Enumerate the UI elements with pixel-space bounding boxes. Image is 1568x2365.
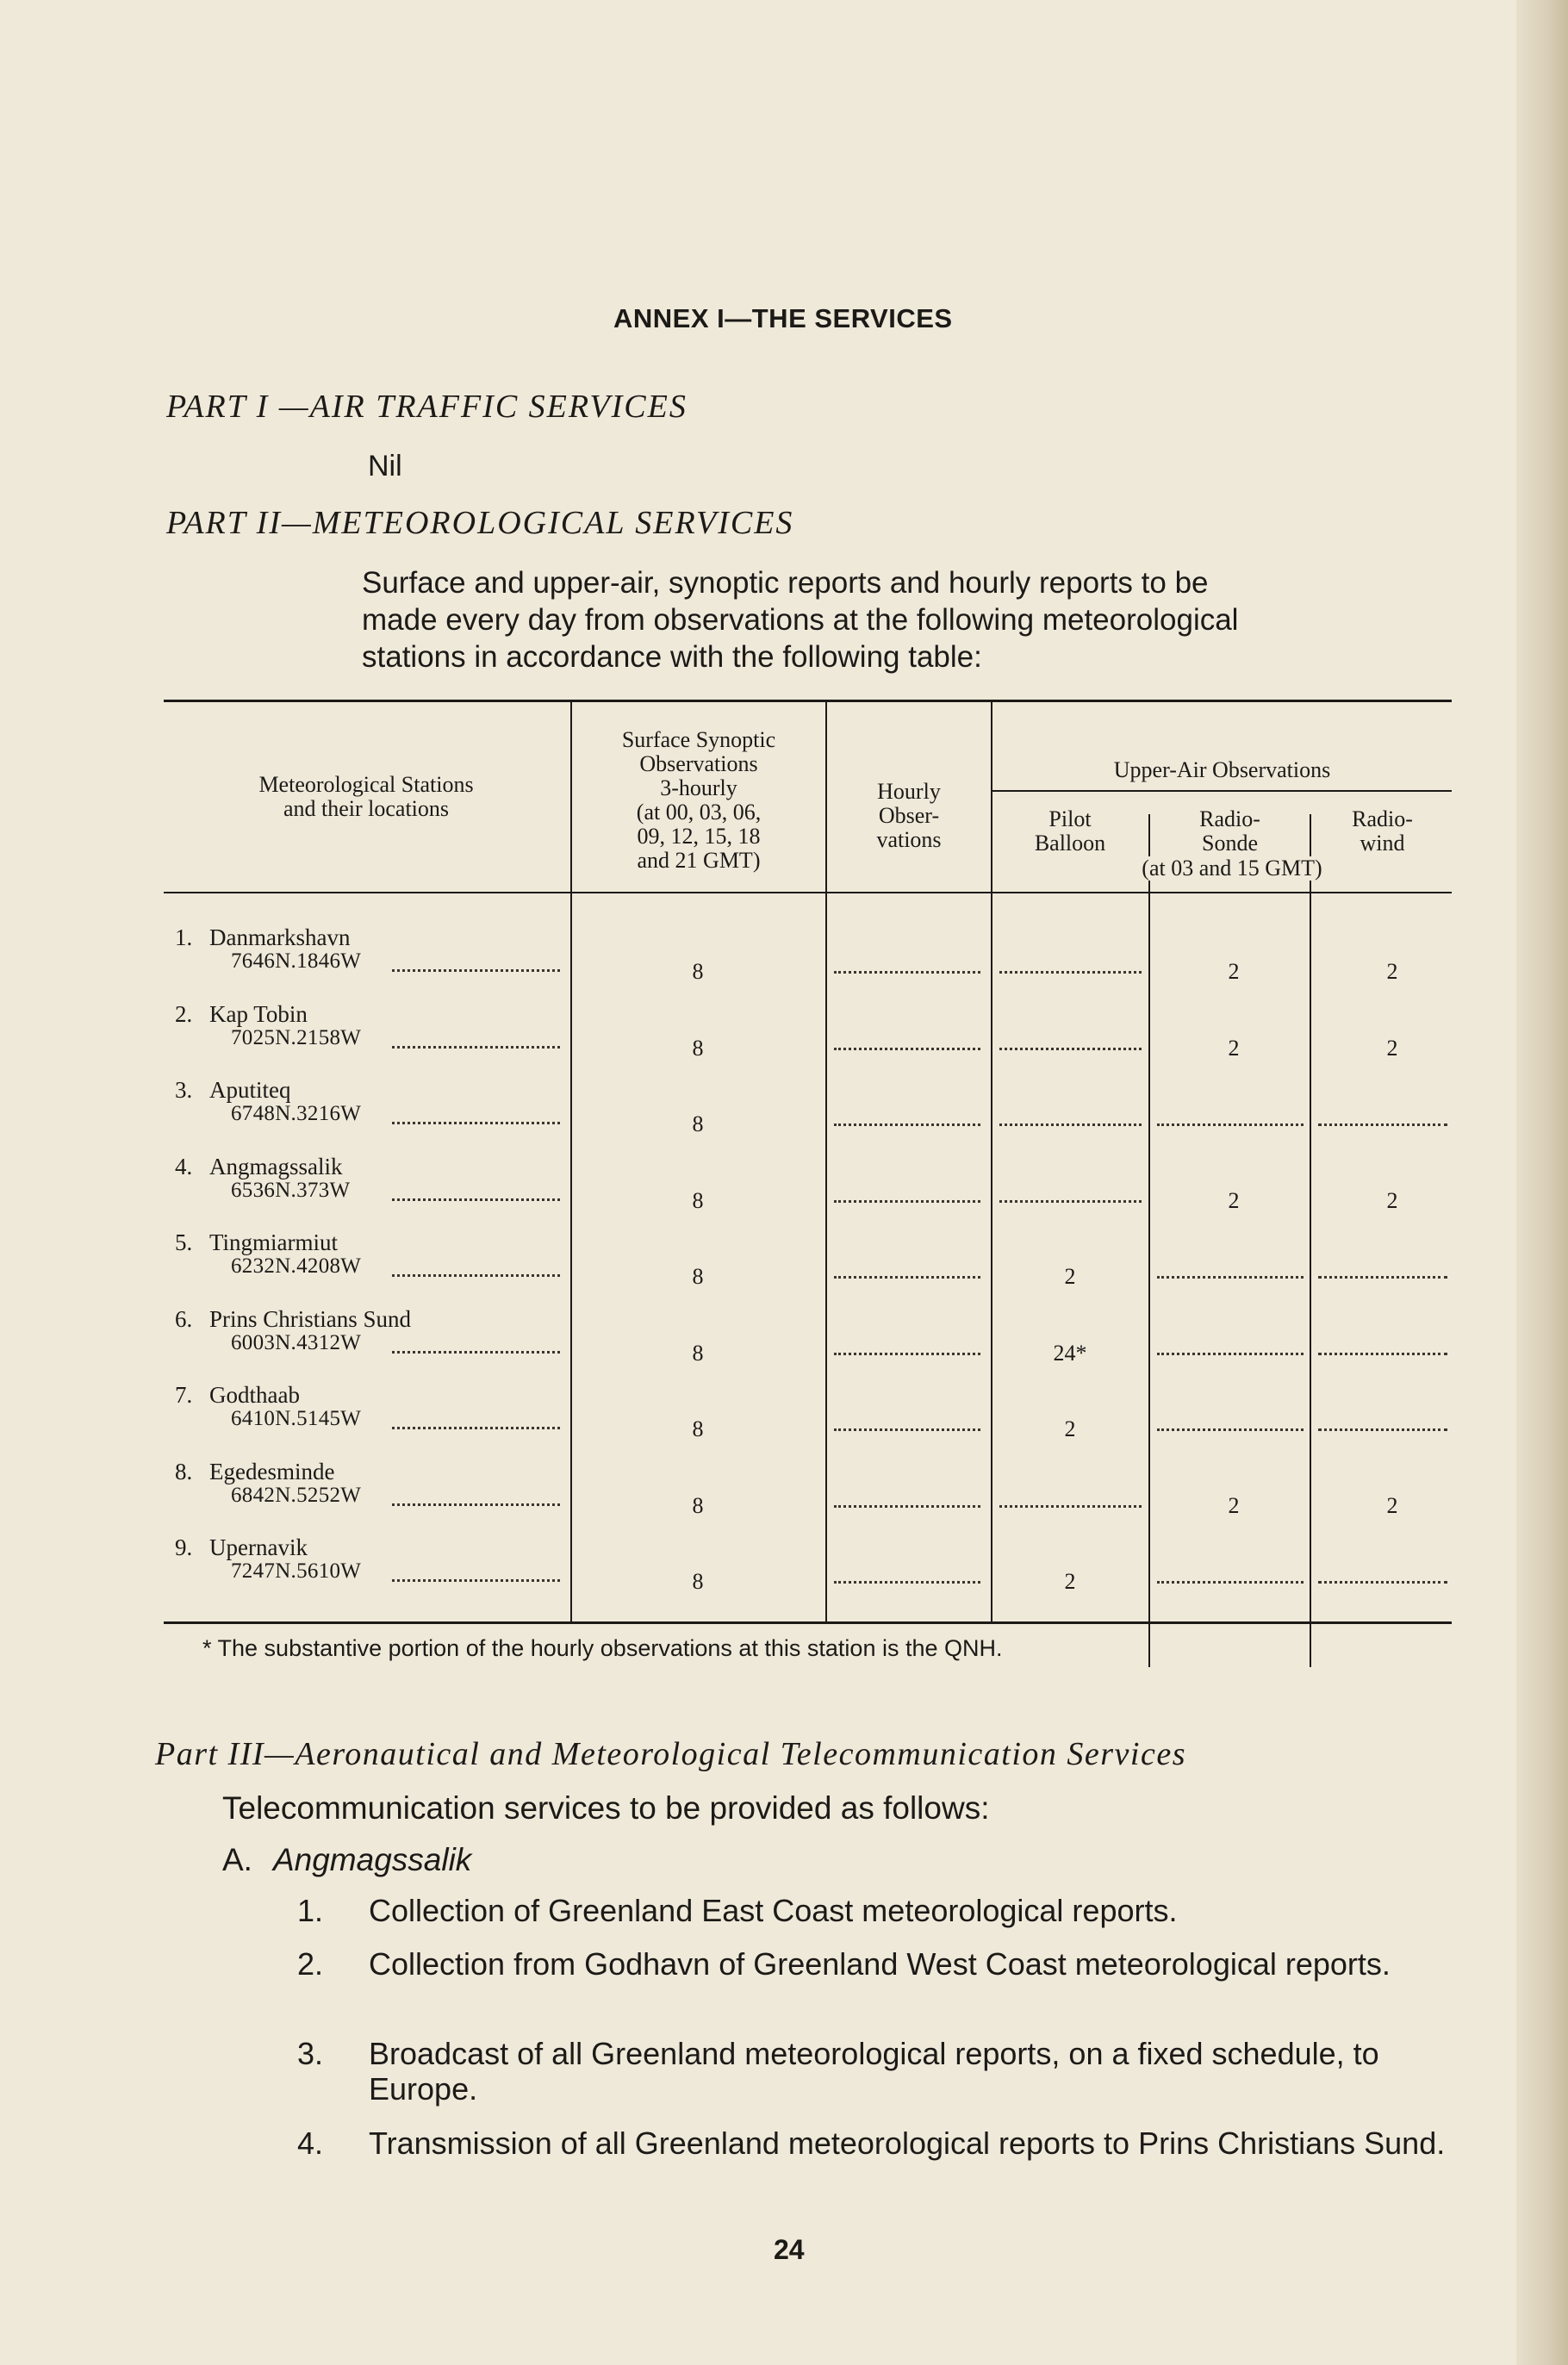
item-text: Collection from Godhavn of Greenland West Coast meteorological reports. [369, 1946, 1391, 1982]
radio-wind-value: 2 [1386, 1188, 1398, 1213]
synoptic-value: 8 [692, 1569, 704, 1594]
pilot-balloon-value: 2 [1064, 1264, 1076, 1289]
col-rule [1310, 814, 1311, 1667]
station-name: Angmagssalik [209, 1154, 343, 1179]
leader-dots [834, 971, 980, 974]
leader-dots [392, 1122, 560, 1124]
leader-dots [1157, 1428, 1304, 1431]
station-location: 6232N.4208W [231, 1254, 362, 1278]
leader-dots [1318, 1581, 1447, 1584]
leader-dots [834, 1048, 980, 1050]
pilot-balloon-value: 2 [1064, 1569, 1076, 1594]
station-location: 7646N.1846W [231, 949, 362, 973]
radio-sonde-value: 2 [1228, 1036, 1240, 1061]
leader-dots [1157, 1276, 1304, 1279]
leader-dots [834, 1428, 980, 1431]
part2-intro [362, 564, 1447, 675]
leader-dots [1318, 1123, 1447, 1126]
leader-dots [999, 1200, 1142, 1203]
station-location: 7247N.5610W [231, 1559, 362, 1583]
leader-dots [834, 1353, 980, 1355]
item-text: Broadcast of all Greenland meteorological reports, on a fixed schedule, to Europe. [369, 2036, 1379, 2107]
item-number: 4. [297, 2125, 324, 2161]
section-name: Angmagssalik [272, 1842, 472, 1877]
header-pilot-balloon: Pilot Balloon [1034, 806, 1106, 856]
row-number: 5. [175, 1229, 193, 1255]
station-location: 6842N.5252W [231, 1484, 362, 1507]
station-location: 6003N.4312W [231, 1331, 362, 1354]
leader-dots [1318, 1276, 1447, 1279]
leader-dots [834, 1581, 980, 1584]
part2-heading: PART II—METEOROLOGICAL SERVICES [166, 505, 794, 541]
page-number: 24 [774, 2234, 805, 2265]
radio-wind-value: 2 [1386, 1036, 1398, 1061]
intro-line: made every day from observations at the following meteorological [362, 603, 1239, 637]
section-label: A. [222, 1842, 252, 1877]
item-text: Transmission of all Greenland meteorological reports to Prins Christians Sund. [369, 2125, 1446, 2161]
row-number: 6. [175, 1306, 193, 1332]
header-bottom-rule [164, 892, 1452, 893]
station-name: Danmarkshavn [209, 924, 351, 950]
row-number: 4. [175, 1154, 193, 1179]
part1-heading: PART I —AIR TRAFFIC SERVICES [166, 389, 688, 425]
pilot-balloon-value: 24* [1053, 1341, 1087, 1366]
intro-line: Surface and upper-air, synoptic reports and hourly reports to be [362, 566, 1209, 600]
station-location: 7025N.2158W [231, 1026, 362, 1049]
header-upper-air: Upper-Air Observations [1113, 757, 1331, 782]
station-name: Egedesminde [209, 1459, 335, 1484]
leader-dots [392, 1579, 560, 1582]
header-stations: Meteorological Stations and their locations [258, 772, 474, 821]
leader-dots [392, 969, 560, 972]
radio-sonde-value: 2 [1228, 959, 1240, 984]
leader-dots [999, 1505, 1142, 1508]
header-radio-wind: Radio- wind [1352, 806, 1413, 856]
row-number: 9. [175, 1534, 193, 1560]
station-location: 6410N.5145W [231, 1407, 362, 1430]
annex-title: ANNEX I—THE SERVICES [613, 303, 953, 333]
radio-wind-value: 2 [1386, 1493, 1398, 1518]
row-number: 2. [175, 1001, 193, 1027]
header-hourly: Hourly Obser- vations [876, 779, 942, 852]
leader-dots [999, 971, 1142, 974]
item-number: 3. [297, 2036, 324, 2071]
station-name: Tingmiarmiut [209, 1229, 339, 1255]
leader-dots [834, 1276, 980, 1279]
station-location: 6536N.373W [231, 1179, 351, 1202]
synoptic-value: 8 [692, 1111, 704, 1136]
station-name: Godthaab [209, 1382, 300, 1408]
table-top-rule [164, 700, 1452, 702]
part3-intro: Telecommunication services to be provided as follows: [222, 1790, 990, 1826]
synoptic-value: 8 [692, 1036, 704, 1061]
header-observation-times: (at 03 and 15 GMT) [1120, 856, 1344, 881]
header-radio-sonde: Radio- Sonde [1199, 806, 1260, 856]
leader-dots [392, 1274, 560, 1277]
station-name: Kap Tobin [209, 1001, 308, 1027]
synoptic-value: 8 [692, 1188, 704, 1213]
item-number: 1. [297, 1893, 324, 1928]
leader-dots [999, 1048, 1142, 1050]
leader-dots [834, 1123, 980, 1126]
leader-dots [392, 1046, 560, 1049]
station-name: Upernavik [209, 1534, 308, 1560]
leader-dots [392, 1503, 560, 1506]
row-number: 8. [175, 1459, 193, 1484]
radio-sonde-value: 2 [1228, 1188, 1240, 1213]
leader-dots [1318, 1353, 1447, 1355]
leader-dots [1318, 1428, 1447, 1431]
pilot-balloon-value: 2 [1064, 1416, 1076, 1441]
leader-dots [392, 1351, 560, 1354]
station-name: Prins Christians Sund [209, 1306, 412, 1332]
station-location: 6748N.3216W [231, 1102, 362, 1125]
section-heading [222, 1842, 471, 1878]
row-number: 7. [175, 1382, 193, 1408]
upper-air-rule [991, 790, 1452, 792]
table-footnote: * The substantive portion of the hourly observations at this station is the QNH. [202, 1635, 1003, 1661]
synoptic-value: 8 [692, 1341, 704, 1366]
col-rule [1148, 814, 1150, 1667]
part3-heading: Part III—Aeronautical and Meteorological Telecommunication Services [155, 1736, 1186, 1772]
intro-line: stations in accordance with the following table: [362, 640, 982, 674]
synoptic-value: 8 [692, 1493, 704, 1518]
synoptic-value: 8 [692, 1416, 704, 1441]
leader-dots [392, 1427, 560, 1429]
synoptic-value: 8 [692, 1264, 704, 1289]
leader-dots [1157, 1353, 1304, 1355]
leader-dots [392, 1198, 560, 1201]
station-name: Aputiteq [209, 1077, 291, 1103]
leader-dots [1157, 1581, 1304, 1584]
radio-sonde-value: 2 [1228, 1493, 1240, 1518]
item-text: Collection of Greenland East Coast meteorological reports. [369, 1893, 1178, 1928]
synoptic-value: 8 [692, 959, 704, 984]
page-edge-shadow [1516, 0, 1568, 2365]
radio-wind-value: 2 [1386, 959, 1398, 984]
leader-dots [834, 1505, 980, 1508]
table-bottom-rule [164, 1621, 1452, 1624]
part1-body: Nil [368, 450, 402, 482]
item-number: 2. [297, 1946, 324, 1982]
leader-dots [834, 1200, 980, 1203]
row-number: 3. [175, 1077, 193, 1103]
header-synoptic: Surface Synoptic Observations 3-hourly (at 00, 03, 06, 09, 12, 15, 18 and 21 GMT) [621, 727, 776, 873]
row-number: 1. [175, 924, 193, 950]
leader-dots [1157, 1123, 1304, 1126]
leader-dots [999, 1123, 1142, 1126]
